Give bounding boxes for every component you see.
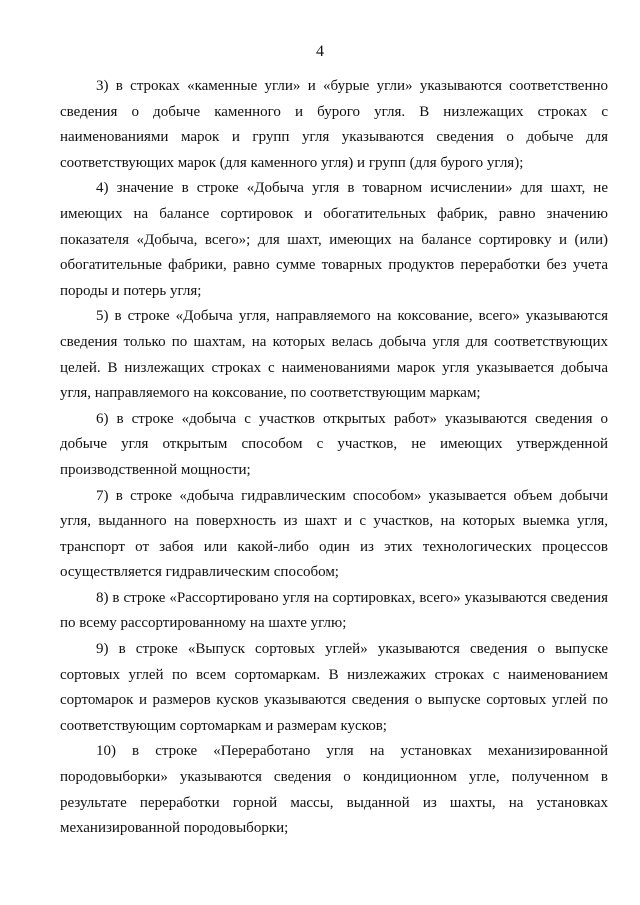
paragraph-item-7: 7) в строке «добыча гидравлическим способом» указывается объем добычи угля, выданного на поверхность из шахт и с участков, на которых выемка угля, транспорт от забоя или какой-либо один из этих технологических процессов осуществляется гидравлическим способом;	[60, 487, 608, 581]
paragraph-item-8: 8) в строке «Рассортировано угля на сортировках, всего» указываются сведения по всему рассортированному на шахте углю;	[60, 589, 608, 632]
page-number: 4	[316, 43, 324, 60]
paragraph-item-6: 6) в строке «добыча с участков открытых работ» указываются сведения о добыче угля открытым способом с участков, не имеющих утвержденной производственной мощности;	[60, 410, 608, 478]
paragraph-item-9: 9) в строке «Выпуск сортовых углей» указываются сведения о выпуске сортовых углей по всем сортомаркам. В низлежажих строках с наименованием сортомарок и размеров кусков указываются сведения о выпуске сортовых углей по соответствующим сортомаркам и размерам кусков;	[60, 641, 608, 734]
document-body	[60, 74, 608, 842]
paragraph-item-4: 4) значение в строке «Добыча угля в товарном исчислении» для шахт, не имеющих на балансе сортировок и обогатительных фабрик, равно значению показателя «Добыча, всего»; для шахт, имеющих на балансе сортировку и (или) обогатительные фабрики, равно сумме товарных продуктов переработки без учета породы и потерь угля;	[60, 180, 608, 299]
paragraph-item-5: 5) в строке «Добыча угля, направляемого на коксование, всего» указываются сведения только по шахтам, на которых велась добыча угля для соответствующих целей. В низлежащих строках с наименованиями марок угля указывается добыча угля, направляемого на коксование, по соответствующим маркам;	[60, 308, 608, 402]
paragraph-item-10: 10) в строке «Переработано угля на установках механизированной породовыборки» указываются сведения о кондиционном угле, полученном в результате переработки горной массы, выданной из шахты, на установках механизированной породовыборки;	[60, 743, 608, 837]
paragraph-item-3: 3) в строках «каменные угли» и «бурые угли» указываются соответственно сведения о добыче каменного и бурого угля. В низлежащих строках с наименованиями марок и групп угля указываются сведения о добыче для соответствующих марок (для каменного угля) и групп (для бурого угля);	[60, 78, 608, 171]
